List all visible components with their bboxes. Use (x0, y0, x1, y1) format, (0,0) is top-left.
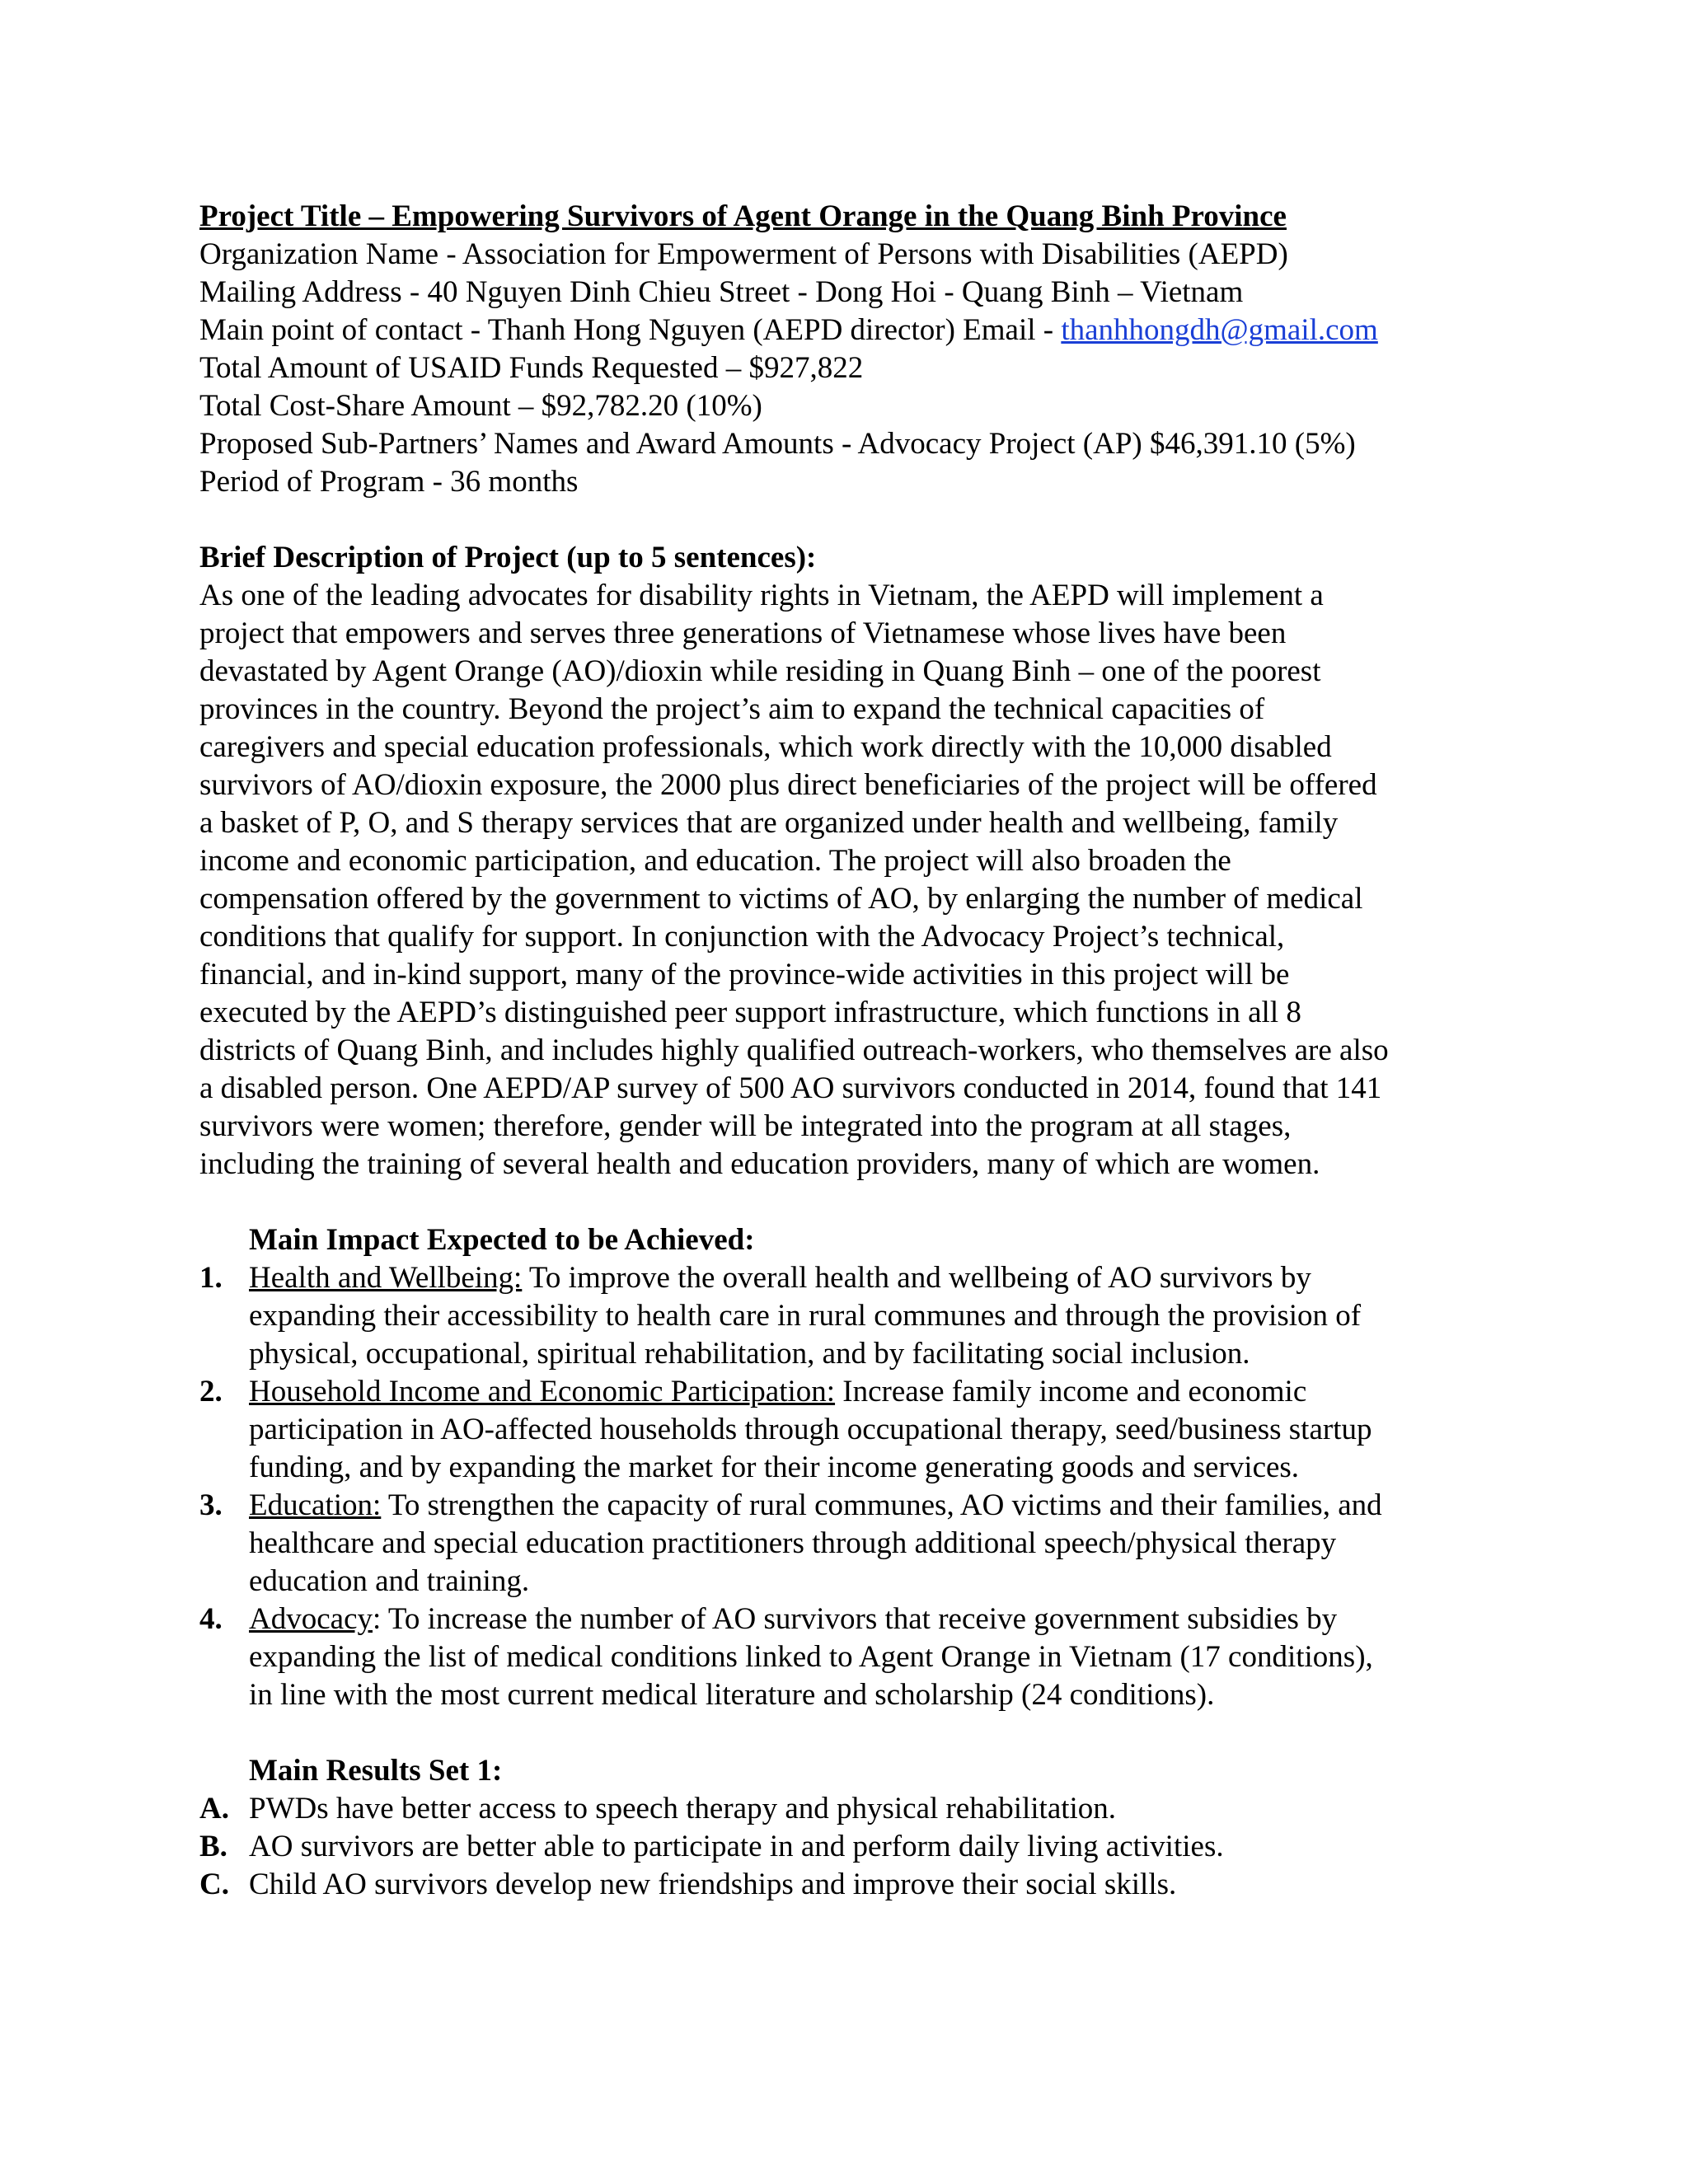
result-letter: B. (199, 1830, 227, 1863)
contact-email-link[interactable]: thanhhongdh@gmail.com (1061, 313, 1378, 347)
impact-line: funding, and by expanding the market for their income generating goods and services. (249, 1451, 1300, 1484)
result-text: Child AO survivors develop new friendships and improve their social skills. (249, 1868, 1177, 1901)
impact-line: physical, occupational, spiritual rehabilitation, and by facilitating social inclusion. (249, 1337, 1250, 1371)
result-item (199, 1790, 1518, 1828)
description-line: As one of the leading advocates for disability rights in Vietnam, the AEPD will implement a (199, 579, 1324, 612)
description-line: income and economic participation, and education. The project will also broaden the (199, 844, 1231, 878)
description-line: survivors were women; therefore, gender will be integrated into the program at all stages, (199, 1109, 1292, 1143)
description-heading: Brief Description of Project (up to 5 sentences): (199, 541, 817, 574)
result-text: AO survivors are better able to participate in and perform daily living activities. (249, 1830, 1224, 1863)
result-item (199, 1866, 1518, 1904)
impact-item-education (199, 1487, 1518, 1601)
impact-label: Education: (249, 1488, 382, 1522)
impact-line: expanding the list of medical conditions linked to Agent Orange in Vietnam (17 conditions), (249, 1640, 1373, 1674)
impact-heading: Main Impact Expected to be Achieved: (249, 1223, 755, 1257)
project-title: Project Title – Empowering Survivors of Agent Orange in the Quang Binh Province (199, 199, 1287, 233)
description-line: a basket of P, O, and S therapy services that are organized under health and wellbeing, family (199, 806, 1339, 840)
description-line: a disabled person. One AEPD/AP survey of 500 AO survivors conducted in 2014, found that 141 (199, 1071, 1382, 1105)
program-period: Period of Program - 36 months (199, 465, 579, 499)
sub-partners: Proposed Sub-Partners’ Names and Award Amounts - Advocacy Project (AP) $46,391.10 (5%) (199, 427, 1356, 461)
impact-line: expanding their accessibility to health care in rural communes and through the provision of (249, 1299, 1362, 1333)
impact-line: Education: To strengthen the capacity of rural communes, AO victims and their families, and (249, 1488, 1382, 1522)
impact-line: education and training. (249, 1564, 530, 1598)
description-line: compensation offered by the government to victims of AO, by enlarging the number of medical (199, 882, 1363, 916)
impact-line: in line with the most current medical literature and scholarship (24 conditions). (249, 1678, 1215, 1712)
impact-line: Health and Wellbeing: To improve the overall health and wellbeing of AO survivors by (249, 1261, 1311, 1295)
contact-label: Main point of contact - Thanh Hong Nguyen (AEPD director) Email - (199, 313, 1062, 347)
impact-number: 1. (199, 1261, 223, 1295)
results-heading: Main Results Set 1: (249, 1754, 503, 1788)
mailing-address: Mailing Address - 40 Nguyen Dinh Chieu Street - Dong Hoi - Quang Binh – Vietnam (199, 275, 1244, 309)
impact-number: 2. (199, 1375, 223, 1408)
result-letter: A. (199, 1792, 229, 1825)
spacer (199, 501, 1518, 539)
impact-item-income (199, 1373, 1518, 1487)
impact-line: Household Income and Economic Participation: Increase family income and economic (249, 1375, 1307, 1408)
impact-line: Advocacy: To increase the number of AO survivors that receive government subsidies by (249, 1602, 1338, 1636)
document-content (199, 198, 1518, 1904)
description-line: conditions that qualify for support. In conjunction with the Advocacy Project’s technical, (199, 920, 1285, 954)
impact-line: participation in AO-affected households through occupational therapy, seed/business startup (249, 1413, 1372, 1446)
spacer (199, 1714, 1518, 1752)
impact-label: Advocacy (249, 1602, 373, 1636)
result-letter: C. (199, 1868, 229, 1901)
impact-number: 3. (199, 1488, 223, 1522)
impact-label: Household Income and Economic Participation: (249, 1375, 836, 1408)
result-text: PWDs have better access to speech therapy and physical rehabilitation. (249, 1792, 1117, 1825)
impact-label: Health and Wellbeing: (249, 1261, 523, 1295)
description-line: executed by the AEPD’s distinguished peer support infrastructure, which functions in all 8 (199, 996, 1301, 1029)
spacer (199, 1183, 1518, 1221)
impact-number: 4. (199, 1602, 223, 1636)
cost-share: Total Cost-Share Amount – $92,782.20 (10%) (199, 389, 762, 423)
description-line: financial, and in-kind support, many of the province-wide activities in this project will be (199, 958, 1290, 991)
main-contact (199, 312, 1518, 349)
impact-item-advocacy (199, 1601, 1518, 1714)
impact-line: healthcare and special education practitioners through additional speech/physical therapy (249, 1526, 1337, 1560)
description-line: caregivers and special education professionals, which work directly with the 10,000 disabled (199, 730, 1332, 764)
description-line: devastated by Agent Orange (AO)/dioxin while residing in Quang Binh – one of the poorest (199, 654, 1321, 688)
description-line: districts of Quang Binh, and includes highly qualified outreach-workers, who themselves are also (199, 1033, 1389, 1067)
description-line: project that empowers and serves three generations of Vietnamese whose lives have been (199, 616, 1287, 650)
description-body (199, 577, 1518, 1183)
description-line: including the training of several health and education providers, many of which are women. (199, 1147, 1320, 1181)
description-line: survivors of AO/dioxin exposure, the 2000 plus direct beneficiaries of the project will be offered (199, 768, 1377, 802)
usaid-funds: Total Amount of USAID Funds Requested – $927,822 (199, 351, 864, 385)
impact-item-health (199, 1259, 1518, 1373)
organization-name: Organization Name - Association for Empowerment of Persons with Disabilities (AEPD) (199, 237, 1288, 271)
description-line: provinces in the country. Beyond the project’s aim to expand the technical capacities of (199, 692, 1265, 726)
result-item (199, 1828, 1518, 1866)
